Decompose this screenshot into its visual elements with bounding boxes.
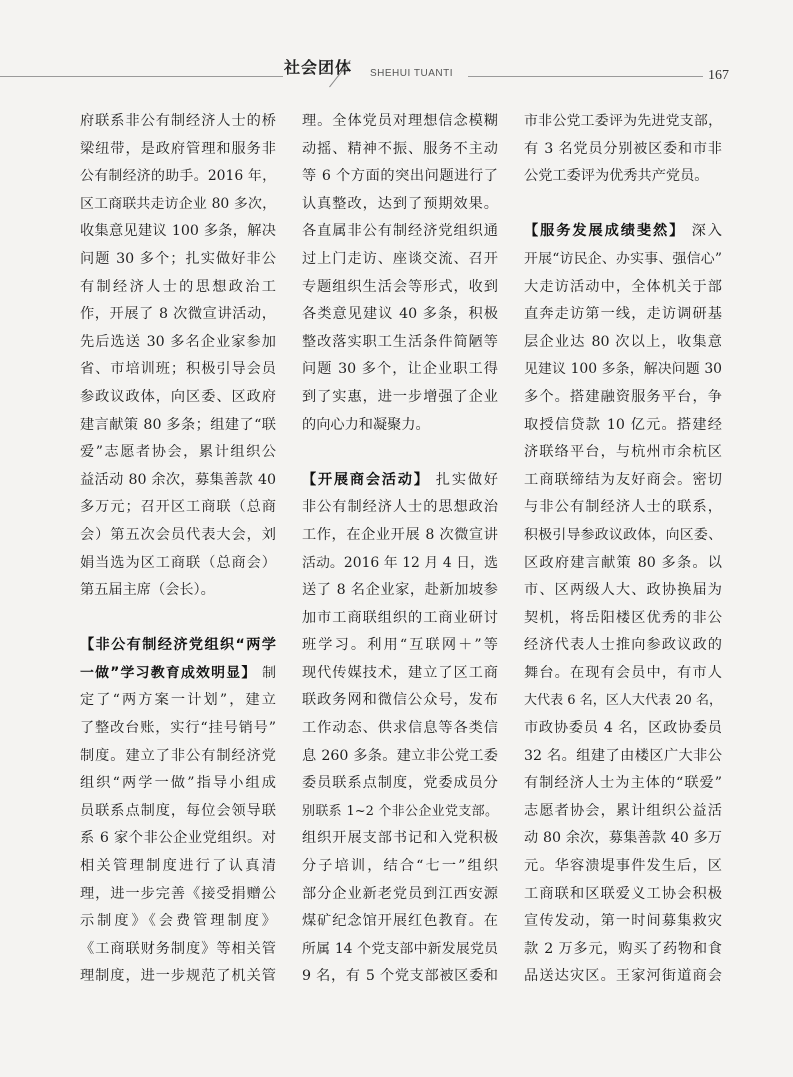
text-line bbox=[302, 246, 498, 274]
text-line bbox=[524, 274, 722, 302]
body-text: 理，进一步完善《接受捐赠公 bbox=[80, 885, 276, 902]
text-line bbox=[80, 301, 276, 329]
text-line bbox=[80, 881, 276, 909]
body-text: 娟当选为区工商联（总商会） bbox=[80, 554, 276, 571]
body-text: 的向心力和凝聚力。 bbox=[302, 416, 430, 433]
body-text: 煤矿纪念馆开展红色教育。在 bbox=[302, 913, 498, 930]
body-text: 息 260 多条。建立非公党工委 bbox=[302, 747, 498, 764]
text-line bbox=[80, 274, 276, 302]
text-line bbox=[524, 908, 722, 936]
body-text: 舞台。在现有会员中，有市人 bbox=[524, 664, 722, 681]
header-rule-left bbox=[0, 76, 283, 77]
text-line bbox=[80, 467, 276, 495]
body-text: 契机，将岳阳楼区优秀的非公 bbox=[524, 609, 722, 626]
text-line bbox=[524, 136, 722, 164]
running-header bbox=[0, 0, 793, 95]
text-line bbox=[302, 660, 498, 688]
body-text: 积极引导参政议政体，向区委、 bbox=[524, 526, 722, 543]
body-text: 市、区两级人大、政协换届为 bbox=[524, 582, 722, 599]
body-text: 组织开展支部书记和入党积极 bbox=[302, 830, 498, 847]
text-line bbox=[302, 881, 498, 909]
text-line bbox=[80, 632, 276, 660]
body-text: 济联络平台，与杭州市余杭区 bbox=[524, 444, 722, 461]
body-text: 公党工委评为优秀共产党员。 bbox=[524, 168, 709, 185]
body-text: 认真整改，达到了预期效果。 bbox=[302, 195, 498, 212]
text-line bbox=[80, 770, 276, 798]
header-rule-right bbox=[468, 76, 703, 77]
text-line bbox=[524, 715, 722, 743]
text-line bbox=[524, 550, 722, 578]
section-pinyin: SHEHUI TUANTI bbox=[370, 68, 453, 79]
text-line bbox=[302, 550, 498, 578]
body-text: 过上门走访、座谈交流、召开 bbox=[302, 250, 498, 267]
body-text: 公有制经济的助手。2016 年， bbox=[80, 168, 276, 185]
text-line bbox=[302, 853, 498, 881]
text-line bbox=[302, 301, 498, 329]
text-line bbox=[80, 329, 276, 357]
body-text: 深入 bbox=[685, 223, 722, 240]
text-line bbox=[80, 246, 276, 274]
text-line bbox=[524, 356, 722, 384]
body-text: 先后选送 30 多名企业家参加 bbox=[80, 333, 276, 350]
text-line bbox=[302, 743, 498, 771]
body-text: 直奔走访第一线，走访调研基 bbox=[524, 306, 722, 323]
text-line bbox=[80, 439, 276, 467]
body-text: 会）第五次会员代表大会，刘 bbox=[80, 526, 276, 543]
body-text: 专题组织生活会等形式，收到 bbox=[302, 278, 498, 295]
body-text: 大代表 6 名，区人大代表 20 名， bbox=[524, 693, 722, 709]
body-text: 层企业达 80 次以上，收集意 bbox=[524, 333, 722, 350]
text-line bbox=[302, 356, 498, 384]
text-line bbox=[302, 522, 498, 550]
text-line bbox=[524, 412, 722, 440]
body-text: 动 80 余次，募集善款 40 多万 bbox=[524, 830, 722, 847]
text-line bbox=[302, 936, 498, 964]
text-line bbox=[524, 963, 722, 991]
text-line bbox=[80, 853, 276, 881]
text-line bbox=[524, 825, 722, 853]
text-line bbox=[80, 108, 276, 136]
body-text: 部分企业新老党员到江西安源 bbox=[302, 885, 498, 902]
body-text: 联政务网和微信公众号，发布 bbox=[302, 692, 498, 709]
text-line bbox=[524, 522, 722, 550]
body-text: 省、市培训班；积极引导会员 bbox=[80, 361, 276, 378]
body-text: 经济代表人士推向参政议政的 bbox=[524, 637, 722, 654]
text-line bbox=[524, 329, 722, 357]
body-text: 取授信贷款 10 亿元。搭建经 bbox=[524, 416, 722, 433]
text-line bbox=[524, 384, 722, 412]
text-line bbox=[80, 577, 276, 605]
text-line bbox=[302, 632, 498, 660]
text-line bbox=[524, 798, 722, 826]
body-text: 区政府建言献策 80 多条。以 bbox=[524, 554, 722, 571]
body-text: 工商联缔结为友好商会。密切 bbox=[524, 471, 722, 488]
text-line bbox=[80, 825, 276, 853]
text-line bbox=[80, 660, 276, 688]
text-line bbox=[524, 660, 722, 688]
body-text: 作，开展了 8 次微宣讲活动， bbox=[80, 306, 276, 323]
text-line bbox=[524, 301, 722, 329]
text-line bbox=[302, 770, 498, 798]
text-line bbox=[302, 218, 498, 246]
body-text: 员联系点制度，每位会领导联 bbox=[80, 802, 276, 819]
body-text: 与非公有制经济人士的联系， bbox=[524, 499, 722, 516]
text-line bbox=[524, 439, 722, 467]
body-text: 有制经济人士的思想政治工 bbox=[80, 278, 276, 295]
body-text: 送了 8 名企业家，赴新加坡参 bbox=[302, 582, 498, 599]
text-line bbox=[80, 908, 276, 936]
body-text: 建言献策 80 多条；组建了“联 bbox=[80, 416, 276, 433]
body-text: 第五届主席（会长）。 bbox=[80, 582, 215, 599]
body-text: 组织“两学一做”指导小组成 bbox=[80, 775, 276, 792]
body-text: 制 bbox=[256, 664, 276, 681]
text-line bbox=[524, 163, 722, 191]
text-line bbox=[302, 798, 498, 826]
text-line bbox=[80, 218, 276, 246]
text-line bbox=[80, 356, 276, 384]
body-text: 市非公党工委评为先进党支部， bbox=[524, 113, 722, 129]
page-number: 167 bbox=[708, 68, 729, 83]
body-text: 别联系 1~2 个非公企业党支部。 bbox=[302, 803, 498, 819]
body-text: 示制度》《会费管理制度》 bbox=[80, 913, 276, 930]
text-line bbox=[524, 853, 722, 881]
body-text: 32 名。组建了由楼区广大非公 bbox=[524, 747, 722, 764]
body-text: 分子培训，结合“七一”组织 bbox=[302, 858, 498, 875]
text-column-2 bbox=[302, 108, 498, 991]
body-text: 9 名，有 5 个党支部被区委和 bbox=[302, 968, 498, 985]
text-line bbox=[302, 577, 498, 605]
text-line bbox=[302, 908, 498, 936]
text-line bbox=[524, 770, 722, 798]
body-text: 有制经济人士为主体的“联爱” bbox=[524, 775, 722, 792]
text-line bbox=[80, 522, 276, 550]
text-line bbox=[80, 687, 276, 715]
section-heading: 一做”学习教育成效明显】 bbox=[80, 664, 257, 681]
body-text: 扎实做好 bbox=[429, 471, 498, 488]
text-line bbox=[302, 494, 498, 522]
text-line bbox=[302, 412, 498, 440]
body-text: 理制度，进一步规范了机关管 bbox=[80, 968, 276, 985]
body-text: 各直属非公有制经济党组织通 bbox=[302, 223, 498, 240]
section-heading: 【服务发展成绩斐然】 bbox=[524, 223, 686, 240]
text-line bbox=[302, 963, 498, 991]
text-line bbox=[524, 494, 722, 522]
paragraph-gap bbox=[524, 191, 722, 219]
body-text: 工商联和区联爱义工协会积极 bbox=[524, 885, 722, 902]
body-text: 定了“两方案一计划”，建立 bbox=[80, 692, 276, 709]
body-text: 理。全体党员对理想信念模糊 bbox=[302, 113, 498, 129]
body-text: 各类意见建议 40 多条，积极 bbox=[302, 306, 498, 323]
text-line bbox=[302, 605, 498, 633]
text-line bbox=[302, 191, 498, 219]
body-text: 班学习。利用“互联网＋”等 bbox=[302, 637, 498, 654]
text-line bbox=[80, 412, 276, 440]
body-text: 《工商联财务制度》等相关管 bbox=[80, 940, 276, 957]
body-text: 元。华容溃堤事件发生后，区 bbox=[524, 858, 722, 875]
text-line bbox=[302, 687, 498, 715]
body-text: 大走访活动中，全体机关于部 bbox=[524, 278, 722, 295]
text-line bbox=[80, 191, 276, 219]
body-text: 品送达灾区。王家河街道商会 bbox=[524, 968, 722, 985]
text-column-3 bbox=[524, 108, 722, 991]
section-heading: 【非公有制经济党组织“两学 bbox=[80, 637, 276, 654]
text-line bbox=[524, 743, 722, 771]
body-text: 加市工商联组织的工商业研讨 bbox=[302, 609, 498, 626]
text-line bbox=[524, 881, 722, 909]
text-line bbox=[80, 163, 276, 191]
body-text: 委员联系点制度，党委成员分 bbox=[302, 775, 498, 792]
body-text: 爱”志愿者协会，累计组织公 bbox=[80, 444, 276, 461]
text-line bbox=[80, 550, 276, 578]
text-line bbox=[524, 246, 722, 274]
body-text: 志愿者协会，累计组织公益活 bbox=[524, 802, 722, 819]
text-line bbox=[302, 163, 498, 191]
body-text: 益活动 80 余次，募集善款 40 bbox=[80, 471, 276, 488]
text-line bbox=[80, 384, 276, 412]
text-line bbox=[524, 687, 722, 715]
body-text: 区工商联共走访企业 80 多次， bbox=[80, 195, 276, 212]
text-line bbox=[302, 329, 498, 357]
text-line bbox=[80, 798, 276, 826]
body-text: 见建议 100 多条，解决问题 30 bbox=[524, 361, 722, 378]
text-line bbox=[302, 384, 498, 412]
paragraph-gap bbox=[80, 605, 276, 633]
body-text: 相关管理制度进行了认真清 bbox=[80, 858, 276, 875]
text-column-1 bbox=[80, 108, 276, 991]
body-text: 制度。建立了非公有制经济党 bbox=[80, 747, 276, 764]
text-line bbox=[302, 825, 498, 853]
body-text: 多万元；召开区工商联（总商 bbox=[80, 499, 276, 516]
body-text: 多个。搭建融资服务平台，争 bbox=[524, 388, 722, 405]
text-line bbox=[302, 136, 498, 164]
text-line bbox=[302, 108, 498, 136]
body-text: 宣传发动，第一时间募集救灾 bbox=[524, 913, 722, 930]
text-line bbox=[524, 632, 722, 660]
text-line bbox=[524, 605, 722, 633]
section-heading: 【开展商会活动】 bbox=[302, 471, 430, 488]
text-line bbox=[302, 715, 498, 743]
text-line bbox=[80, 715, 276, 743]
body-text: 系 6 家个非公企业党组织。对 bbox=[80, 830, 276, 847]
body-text: 了整改台账，实行“挂号销号” bbox=[80, 720, 276, 737]
body-text: 整改落实职工生活条件简陋等 bbox=[302, 333, 498, 350]
text-line bbox=[524, 218, 722, 246]
body-text: 活动。2016 年 12 月 4 日，选 bbox=[302, 554, 498, 571]
section-title: 社会团体 bbox=[284, 58, 353, 77]
body-text: 动摇、精神不振、服务不主动 bbox=[302, 140, 498, 157]
text-line bbox=[80, 743, 276, 771]
text-line bbox=[80, 136, 276, 164]
body-text: 款 2 万多元，购买了药物和食 bbox=[524, 940, 722, 957]
body-text: 府联系非公有制经济人士的桥 bbox=[80, 113, 276, 129]
body-text: 所属 14 个党支部中新发展党员 bbox=[302, 940, 498, 957]
body-text: 现代传媒技术，建立了区工商 bbox=[302, 664, 498, 681]
text-line bbox=[302, 274, 498, 302]
body-text: 梁纽带，是政府管理和服务非 bbox=[80, 140, 276, 157]
body-text: 市政协委员 4 名，区政协委员 bbox=[524, 720, 722, 737]
body-text: 非公有制经济人士的思想政治 bbox=[302, 499, 498, 516]
text-line bbox=[524, 467, 722, 495]
text-line bbox=[80, 936, 276, 964]
text-line bbox=[524, 936, 722, 964]
body-text: 问题 30 多个；扎实做好非公 bbox=[80, 250, 276, 267]
body-text: 工作动态、供求信息等各类信 bbox=[302, 720, 498, 737]
text-line bbox=[524, 108, 722, 136]
text-line bbox=[302, 467, 498, 495]
body-text: 开展“访民企、办实事、强信心” bbox=[524, 250, 722, 267]
text-line bbox=[524, 577, 722, 605]
text-line bbox=[80, 494, 276, 522]
body-text: 到了实惠，进一步增强了企业 bbox=[302, 388, 498, 405]
body-text: 工作，在企业开展 8 次微宣讲 bbox=[302, 526, 498, 543]
body-text: 等 6 个方面的突出问题进行了 bbox=[302, 168, 498, 185]
text-line bbox=[80, 963, 276, 991]
paragraph-gap bbox=[302, 439, 498, 467]
body-text: 问题 30 多个，让企业职工得 bbox=[302, 361, 498, 378]
body-text: 有 3 名党员分别被区委和市非 bbox=[524, 140, 722, 157]
body-text: 参政议政体，向区委、区政府 bbox=[80, 388, 276, 405]
body-text: 收集意见建议 100 多条，解决 bbox=[80, 223, 276, 240]
